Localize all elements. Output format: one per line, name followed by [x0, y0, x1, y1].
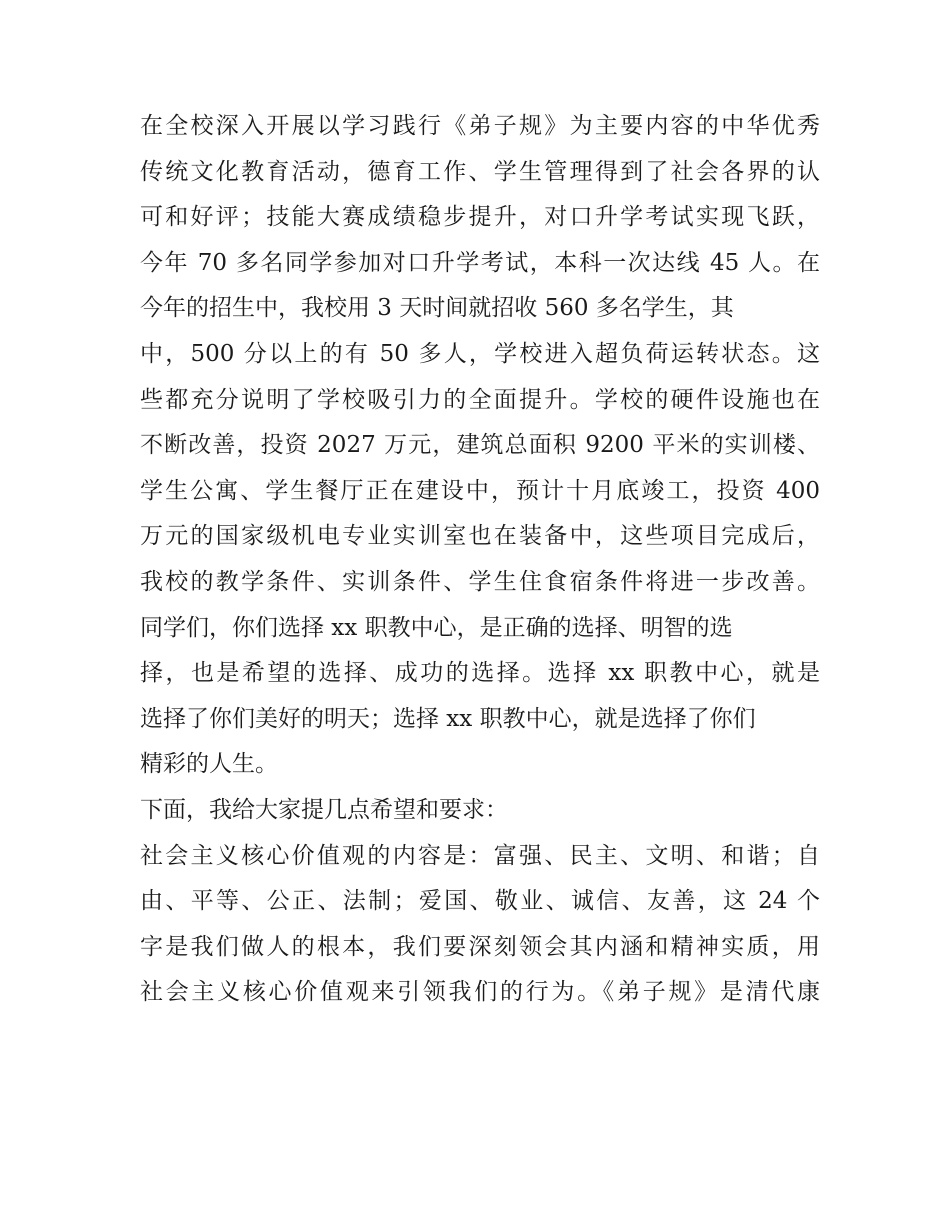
text-line-15: 精彩的人生。 [140, 751, 278, 778]
text-line-7: 些都充分说明了学校吸引力的全面提升。学校的硬件设施也在 [140, 386, 820, 413]
text-line-10: 万元的国家级机电专业实训室也在装备中，这些项目完成后， [140, 523, 820, 550]
body-text [140, 104, 820, 1016]
text-line-16: 下面，我给大家提几点希望和要求： [140, 796, 508, 823]
text-line-1: 在全校深入开展以学习践行《弟子规》为主要内容的中华优秀 [140, 113, 820, 139]
text-line-5: 今年的招生中，我校用 3 天时间就招收 560 多名学生，其 [140, 295, 734, 322]
text-line-2: 传统文化教育活动，德育工作、学生管理得到了社会各界的认 [140, 158, 820, 185]
text-line-18: 由、平等、公正、法制；爱国、敬业、诚信、友善，这 24 个 [140, 888, 820, 915]
text-line-8: 不断改善，投资 2027 万元，建筑总面积 9200 平米的实训楼、 [140, 432, 820, 459]
text-line-6: 中，500 分以上的有 50 多人，学校进入超负荷运转状态。这 [140, 340, 820, 367]
text-line-14: 选择了你们美好的明天；选择 xx 职教中心，就是选择了你们 [140, 705, 756, 732]
text-line-20: 社会主义核心价值观来引领我们的行为。《弟子规》是清代康 [140, 979, 820, 1006]
text-line-4: 今年 70 多名同学参加对口升学考试，本科一次达线 45 人。在 [140, 249, 820, 276]
text-line-13: 择，也是希望的选择、成功的选择。选择 xx 职教中心，就是 [140, 660, 820, 687]
text-line-3: 可和好评；技能大赛成绩稳步提升，对口升学考试实现飞跃， [140, 204, 820, 231]
text-line-9: 学生公寓、学生餐厅正在建设中，预计十月底竣工，投资 400 [140, 477, 820, 504]
text-line-11: 我校的教学条件、实训条件、学生住食宿条件将进一步改善。 [140, 568, 820, 595]
text-line-12: 同学们，你们选择 xx 职教中心，是正确的选择、明智的选 [140, 614, 733, 641]
text-line-17: 社会主义核心价值观的内容是：富强、民主、文明、和谐；自 [140, 842, 820, 869]
text-line-19: 字是我们做人的根本，我们要深刻领会其内涵和精神实质，用 [140, 933, 820, 960]
